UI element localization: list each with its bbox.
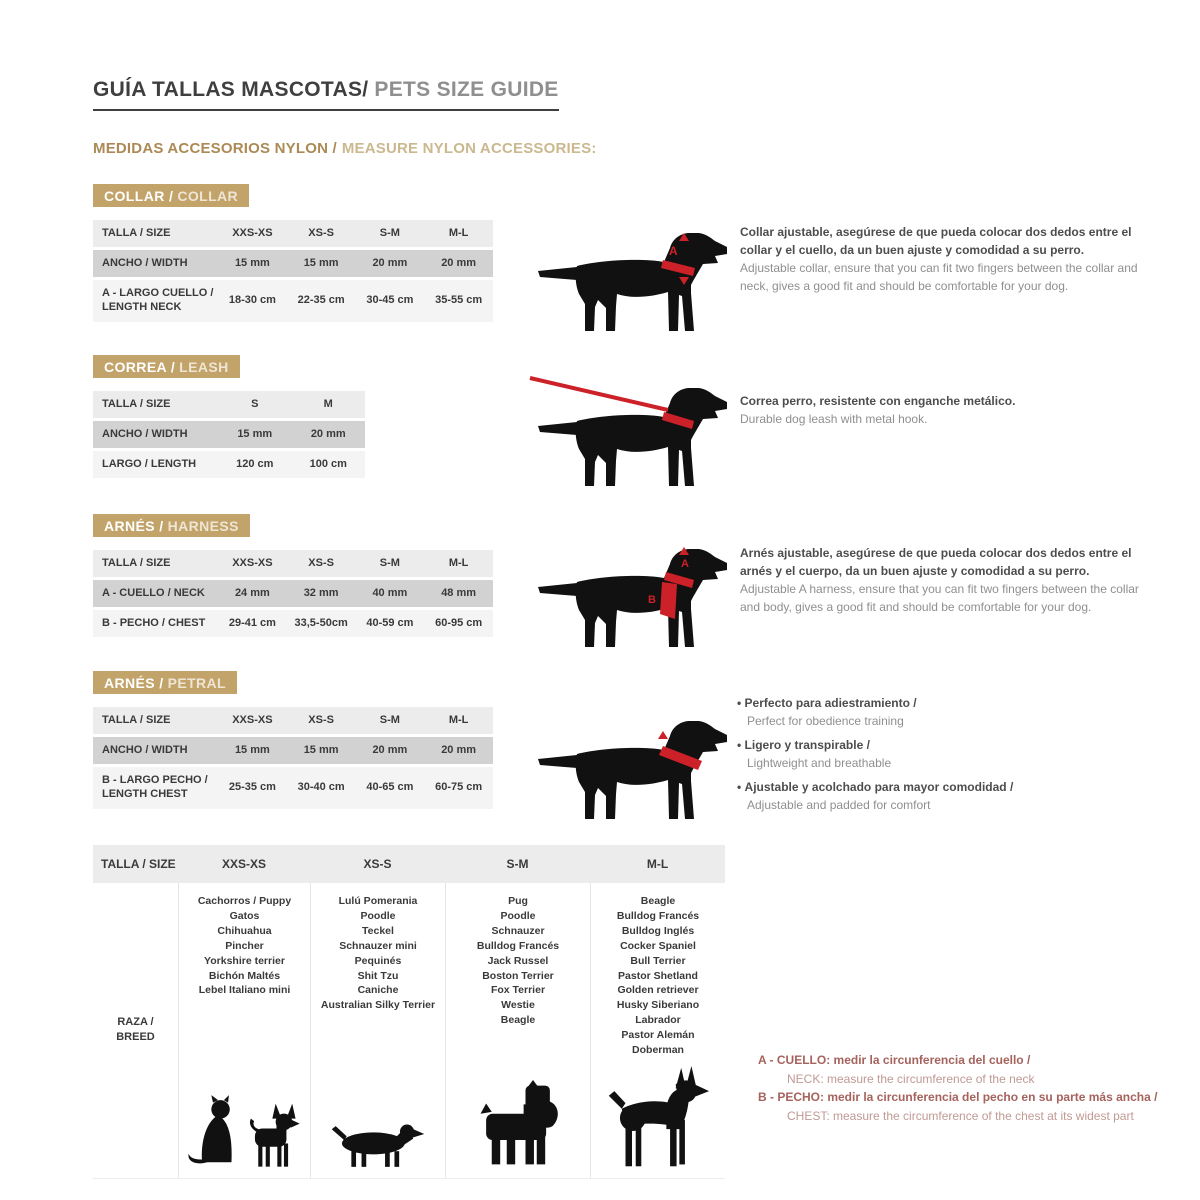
table-cell: 33,5-50cm [294,616,348,629]
breed-item: Schnauzer mini [339,939,417,952]
page-title-en: PETS SIZE GUIDE [374,78,559,101]
subtitle-es: MEDIDAS ACCESORIOS NYLON / [93,140,337,157]
breed-column-animals [187,1094,303,1170]
table-cell: S-M [379,226,400,239]
harness-badge-es: ARNÉS / [104,518,164,534]
table-cell: 22-35 cm [297,294,345,307]
note-neck-es: A - CUELLO: medir la circunferencia del cuello / [758,1053,1031,1067]
table-cell: S-M [506,857,529,871]
breed-item: Bulldog Francés [616,909,700,922]
table-cell: 15 mm [303,256,339,269]
harness-table-header-row [93,550,493,577]
breed-item: Bulldog Francés [476,939,560,952]
breed-table-body [93,883,725,1179]
breed-list [617,894,699,1058]
table-cell: 32 mm [303,586,339,599]
breed-item: Schnauzer [491,924,545,937]
harness-dog-illustration [533,527,733,657]
collar-description [740,223,1160,295]
petral-badge [93,671,237,694]
leash-table [93,391,365,478]
breed-item: Beagle [500,1014,536,1027]
table-cell: TALLA / SIZE [101,857,176,871]
breed-item: Poodle [500,909,536,922]
table-cell: M-L [448,713,469,726]
table-cell: 20 mm [372,256,408,269]
page-title-es: GUÍA TALLAS MASCOTAS/ [93,78,369,101]
table-cell: LARGO / LENGTH [102,457,197,470]
leash-desc-en: Durable dog leash with metal hook. [740,412,928,426]
table-cell: XS-S [308,713,334,726]
breed-item: Golden retriever [617,984,699,997]
table-cell: 24 mm [234,586,270,599]
svg-text:A: A [669,244,678,258]
petral-feature-list [737,694,1172,820]
breed-column-animals [603,1066,713,1170]
table-cell: ANCHO / WIDTH [102,743,188,756]
harness-desc-es: Arnés ajustable, asegúrese de que pueda colocar dos dedos entre el arnés y el cuerpo, da un buen ajuste y comodidad a su perro. [740,546,1132,578]
table-cell: 20 mm [310,427,346,440]
svg-text:A: A [681,558,689,570]
note-chest-en: CHEST: measure the circumference of the chest at its widest part [787,1108,1134,1123]
collar-table [93,220,493,322]
breed-item: Pastor Alemán [621,1029,695,1042]
table-cell: XS-S [308,226,334,239]
petral-feature [737,778,1172,814]
note-neck-en: NECK: measure the circumference of the neck [787,1071,1035,1086]
table-cell: M-L [448,226,469,239]
collar-desc-es: Collar ajustable, asegúrese de que pueda colocar dos dedos entre el collar y el cuello, da un buen ajuste y comodidad a su perro. [740,225,1132,257]
petral-table [93,707,493,809]
breed-item: Cocker Spaniel [620,939,696,952]
breed-item: Jack Russel [487,954,549,967]
leash-desc-es: Correa perro, resistente con enganche metálico. [740,394,1016,408]
harness-badge [93,514,250,537]
breed-item: Poodle [360,909,396,922]
table-cell: XXS-XS [232,556,273,569]
note-chest [758,1088,1190,1125]
breed-item: Bulldog Inglés [621,924,695,937]
petral-badge-en: PETRAL [167,675,226,691]
petral-feature [737,694,1172,730]
table-cell: 15 mm [234,743,270,756]
table-cell: 18-30 cm [228,294,276,307]
breed-table-header-row [93,845,725,883]
table-cell: 100 cm [309,457,347,470]
breed-item: Gatos [229,909,260,922]
breed-item: Lulú Pomerania [338,895,418,907]
page-title [93,78,559,111]
breed-item: Fox Terrier [490,984,546,997]
table-cell: 35-55 cm [435,294,483,307]
leash-badge-en: LEASH [179,359,229,375]
table-cell: XS-S [308,556,334,569]
petral-table-width-row [93,737,493,764]
breed-column-animals [329,1112,427,1170]
breed-item: Shit Tzu [357,969,399,982]
breed-column-animals [473,1080,563,1170]
breed-item: Bichón Maltés [208,969,281,982]
petral-feature-en: Adjustable and padded for comfort [747,798,931,812]
breed-item: Pug [508,895,528,907]
table-cell: 30-45 cm [366,294,414,307]
table-cell: S-M [379,713,400,726]
breed-column-m-l [590,883,725,1178]
doberman-icon [603,1066,713,1170]
table-cell: 15 mm [303,743,339,756]
breed-list [198,894,291,998]
petral-feature-es: • Perfecto para adiestramiento / [737,694,1172,712]
petral-table-chest-row [93,767,493,809]
breed-item: Cachorros / Puppy [197,895,292,907]
table-cell: XXS-XS [232,713,273,726]
petral-table-header-row [93,707,493,734]
table-cell: TALLA / SIZE [102,226,171,239]
table-cell: 20 mm [441,256,477,269]
breed-item: Chihuahua [217,924,272,937]
harness-table [93,550,493,637]
svg-text:B: B [648,594,656,606]
dog-silhouette-icon [533,699,733,824]
leash-table-header-row [93,391,365,418]
breed-row-label-text: RAZA / BREED [116,1016,155,1044]
table-cell: S [251,397,259,410]
table-cell: 60-75 cm [435,781,483,794]
breed-column-xs-s [310,883,445,1178]
breed-item: Beagle [640,895,676,907]
schnauzer-icon [473,1080,563,1170]
breed-item: Teckel [362,924,394,937]
breed-item: Pequinés [354,954,402,967]
table-cell: M-L [448,556,469,569]
chihuahua-icon [245,1102,303,1170]
leash-badge-es: CORREA / [104,359,176,375]
petral-feature-es: • Ajustable y acolchado para mayor comodidad / [737,778,1172,796]
table-cell: A - CUELLO / NECK [102,586,205,599]
harness-description [740,544,1160,616]
table-cell: 60-95 cm [435,616,483,629]
leash-dog-illustration [528,366,733,496]
petral-feature-en: Perfect for obedience training [747,714,904,728]
dog-silhouette-icon [533,211,733,336]
collar-badge [93,184,249,207]
table-cell: 48 mm [441,586,477,599]
breed-list [321,894,435,1013]
leash-table-width-row [93,421,365,448]
breed-item: Labrador [635,1014,681,1027]
table-cell: XXS-XS [221,857,266,871]
breed-item: Husky Siberiano [616,999,700,1012]
breed-item: Australian Silky Terrier [320,999,436,1012]
leash-table-length-row [93,451,365,478]
table-cell: 40-59 cm [366,616,414,629]
table-cell: A - LARGO CUELLO / LENGTH NECK [102,287,214,313]
breed-item: Pincher [225,939,264,952]
measuring-notes [758,1051,1190,1125]
breed-item: Boston Terrier [482,969,554,982]
harness-table-chest-row [93,610,493,637]
petral-dog-illustration [533,699,733,829]
collar-desc-en: Adjustable collar, ensure that you can fit two fingers between the collar and neck, gives a good fit and should be comfortable for your dog. [740,261,1138,293]
breed-item: Bull Terrier [630,954,686,967]
table-cell: M-L [646,857,669,871]
collar-table-width-row [93,250,493,277]
table-cell: XXS-XS [232,226,273,239]
petral-badge-es: ARNÉS / [104,675,164,691]
table-cell: 30-40 cm [297,781,345,794]
breed-item: Westie [501,999,535,1012]
collar-dog-illustration [533,211,733,341]
table-cell: 15 mm [237,427,273,440]
subtitle-en: MEASURE NYLON ACCESSORIES: [341,140,597,157]
breed-item: Lebel Italiano mini [198,984,291,997]
collar-table-neck-row [93,280,493,322]
leash-description [740,392,1160,428]
note-neck [758,1051,1190,1088]
table-cell: ANCHO / WIDTH [102,256,188,269]
harness-desc-en: Adjustable A harness, ensure that you can fit two fingers between the collar and body, gives a good fit and should be comfortable for your dog. [740,582,1139,614]
dog-silhouette-icon [533,527,733,652]
collar-badge-es: COLLAR / [104,188,174,204]
breed-row-label [93,883,178,1178]
petral-feature [737,736,1172,772]
table-cell: 120 cm [236,457,274,470]
breed-column-s-m [445,883,590,1178]
note-chest-es: B - PECHO: medir la circunferencia del pecho en su parte más ancha / [758,1090,1158,1105]
breed-item: Doberman [632,1044,684,1057]
breed-item: Pastor Shetland [618,969,698,982]
breed-size-table [93,845,725,1179]
petral-feature-en: Lightweight and breathable [747,756,892,770]
breed-item: Yorkshire terrier [204,954,285,967]
harness-table-neck-row [93,580,493,607]
table-cell: B - PECHO / CHEST [102,616,206,629]
table-cell: TALLA / SIZE [102,556,171,569]
collar-badge-en: COLLAR [177,188,239,204]
table-cell: M [323,397,333,410]
table-cell: 25-35 cm [228,781,276,794]
table-cell: S-M [379,556,400,569]
table-cell: 40 mm [372,586,408,599]
table-cell: B - LARGO PECHO / LENGTH CHEST [102,774,208,800]
leash-badge [93,355,240,378]
table-cell: 40-65 cm [366,781,414,794]
petral-feature-es: • Ligero y transpirable / [737,736,1172,754]
dachshund-icon [329,1112,427,1170]
collar-table-header-row [93,220,493,247]
table-cell: XS-S [363,857,392,871]
cat-icon [187,1094,239,1170]
table-cell: 15 mm [234,256,270,269]
table-cell: TALLA / SIZE [102,713,171,726]
harness-badge-en: HARNESS [167,518,239,534]
breed-list [477,894,559,1028]
table-cell: 20 mm [441,743,477,756]
table-cell: 20 mm [372,743,408,756]
breed-item: Caniche [357,984,399,997]
table-cell: 29-41 cm [228,616,276,629]
table-cell: TALLA / SIZE [102,397,171,410]
table-cell: ANCHO / WIDTH [102,427,188,440]
breed-column-xxs-xs [178,883,310,1178]
dog-silhouette-icon [528,366,733,491]
section-subtitle [93,140,597,157]
